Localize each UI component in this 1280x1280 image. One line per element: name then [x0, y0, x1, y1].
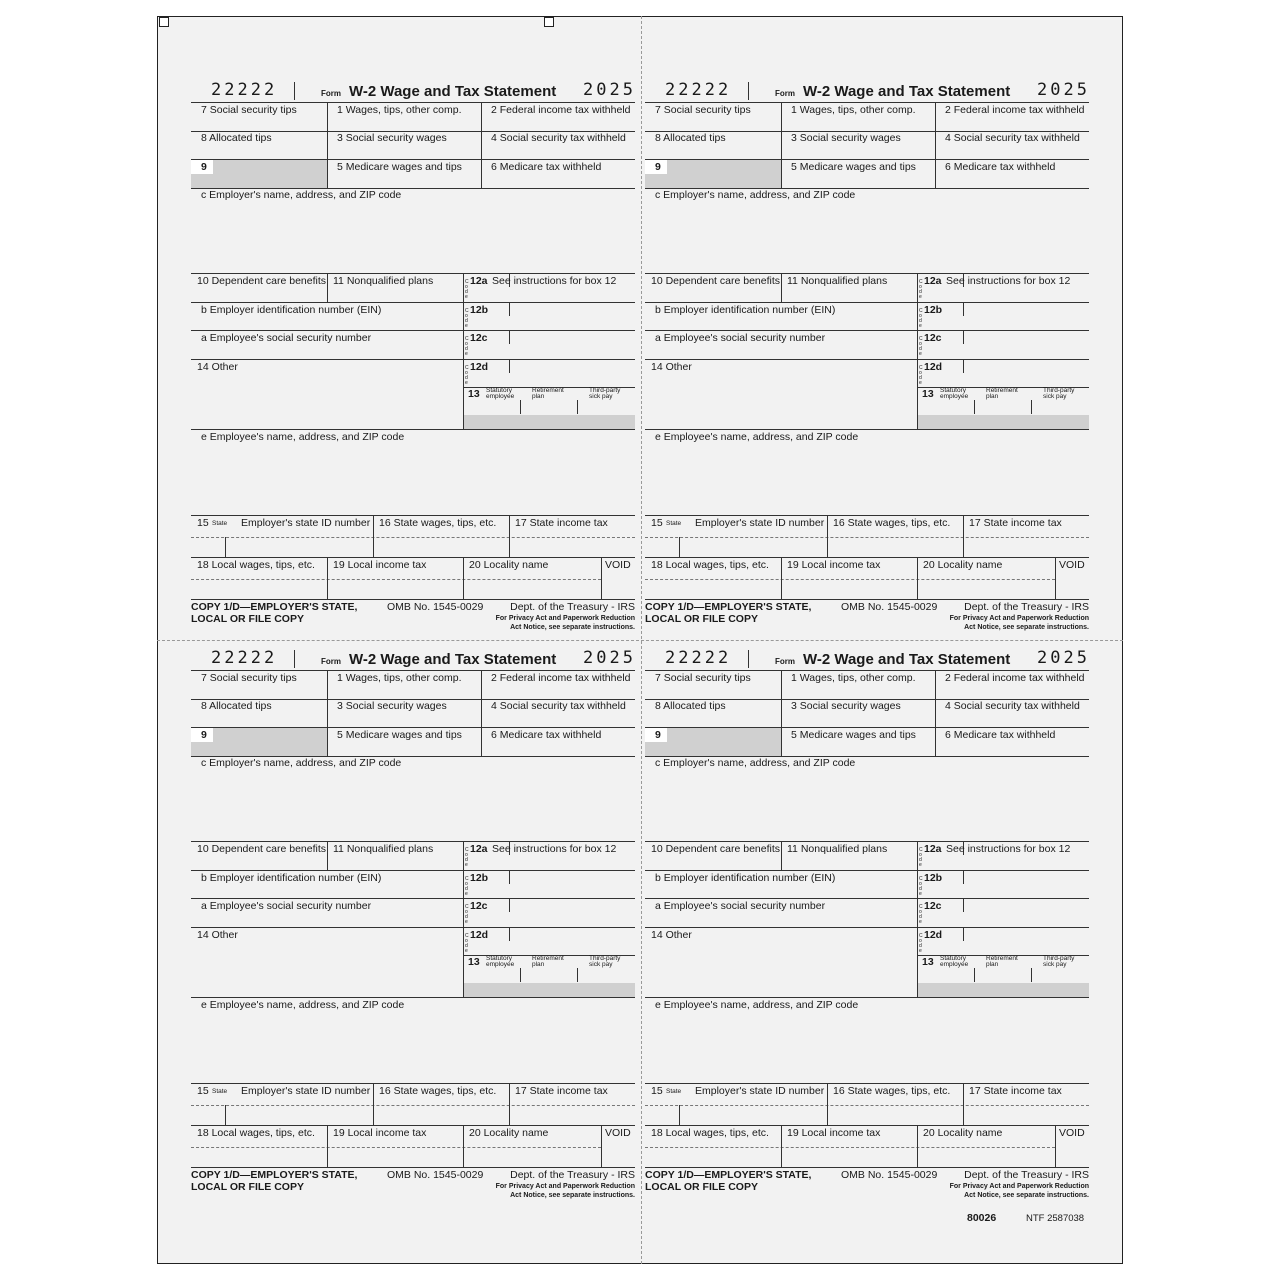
copy-line1: COPY 1/D—EMPLOYER'S STATE, [191, 601, 358, 613]
box12a-note: See instructions for box 12 [946, 843, 1071, 855]
retirement-plan-line2: plan [532, 961, 545, 968]
boxa-label: a Employee's social security number [201, 332, 372, 344]
box20-label: 20 Locality name [469, 1127, 549, 1139]
box3-label: 3 Social security wages [337, 700, 447, 712]
retirement-plan-line1: Retirement [986, 955, 1018, 962]
form-title: W-2 Wage and Tax Statement [349, 83, 557, 100]
w2-form [191, 586, 636, 1199]
tax-year: 2025 [1037, 80, 1090, 100]
box12c-label: 12c [470, 332, 488, 344]
control-number: 22222 [211, 80, 278, 100]
box6-label: 6 Medicare tax withheld [491, 729, 602, 741]
form-label: Form [321, 89, 341, 98]
code-label: Code [465, 876, 469, 897]
box18-label: 18 Local wages, tips, etc. [197, 1127, 315, 1139]
box6-label: 6 Medicare tax withheld [491, 161, 602, 173]
box11-label: 11 Nonqualified plans [333, 275, 434, 287]
box9-label: 9 [201, 161, 207, 173]
box15-label: 15 [197, 1085, 209, 1097]
control-number: 22222 [665, 648, 732, 668]
boxc-label: c Employer's name, address, and ZIP code [201, 757, 402, 769]
privacy-line2: Act Notice, see separate instructions. [964, 624, 1089, 631]
third-party-line1: Third-party [1043, 955, 1075, 962]
control-number: 22222 [665, 80, 732, 100]
box11-label: 11 Nonqualified plans [333, 843, 434, 855]
form-label: Form [321, 657, 341, 666]
box7-label: 7 Social security tips [201, 672, 297, 684]
box1-label: 1 Wages, tips, other comp. [337, 672, 462, 684]
third-party-line2: sick pay [589, 393, 613, 400]
box8-label: 8 Allocated tips [655, 132, 726, 144]
retirement-plan-line2: plan [986, 961, 999, 968]
boxb-label: b Employer identification number (EIN) [201, 304, 382, 316]
box3-label: 3 Social security wages [791, 700, 901, 712]
box7-label: 7 Social security tips [655, 672, 751, 684]
box17-label: 17 State income tax [515, 517, 608, 529]
form-label: Form [775, 89, 795, 98]
box12a-label: 12a [470, 275, 488, 287]
box13-label: 13 [468, 388, 480, 400]
box12a-note: See instructions for box 12 [946, 275, 1071, 287]
box18-label: 18 Local wages, tips, etc. [651, 1127, 769, 1139]
w2-form [645, 586, 1090, 1199]
box19-label: 19 Local income tax [333, 1127, 427, 1139]
box2-label: 2 Federal income tax withheld [945, 104, 1085, 116]
box19-label: 19 Local income tax [333, 559, 427, 571]
control-number: 22222 [211, 648, 278, 668]
retirement-plan-line1: Retirement [532, 387, 564, 394]
box12d-label: 12d [924, 361, 943, 373]
dept-treasury: Dept. of the Treasury - IRS [510, 601, 635, 613]
void-label[interactable]: VOID [1059, 559, 1085, 571]
code-label: Code [465, 365, 469, 386]
box20-label: 20 Locality name [923, 559, 1003, 571]
dept-treasury: Dept. of the Treasury - IRS [964, 601, 1089, 613]
form-label: Form [775, 657, 795, 666]
box18-label: 18 Local wages, tips, etc. [197, 559, 315, 571]
code-label: Code [919, 847, 923, 868]
box15-label: 15 [197, 517, 209, 529]
statutory-employee-line1: Statutory [940, 387, 967, 394]
boxc-label: c Employer's name, address, and ZIP code [655, 757, 856, 769]
box15-id-label: Employer's state ID number [241, 1085, 371, 1097]
box6-label: 6 Medicare tax withheld [945, 729, 1056, 741]
privacy-line1: For Privacy Act and Paperwork Reduction [949, 1183, 1089, 1190]
box6-label: 6 Medicare tax withheld [945, 161, 1056, 173]
privacy-line1: For Privacy Act and Paperwork Reduction [495, 615, 635, 622]
tax-year: 2025 [583, 648, 636, 668]
omb-number: OMB No. 1545-0029 [387, 601, 484, 613]
code-label: Code [919, 904, 923, 925]
form-title: W-2 Wage and Tax Statement [803, 651, 1011, 668]
box13-shade [918, 983, 1089, 997]
box12b-label: 12b [924, 872, 943, 884]
box4-label: 4 Social security tax withheld [945, 700, 1080, 712]
box4-label: 4 Social security tax withheld [945, 132, 1080, 144]
boxa-label: a Employee's social security number [655, 332, 826, 344]
box5-label: 5 Medicare wages and tips [337, 729, 462, 741]
box14-label: 14 Other [197, 929, 238, 941]
box17-label: 17 State income tax [515, 1085, 608, 1097]
statutory-employee-line2: employee [486, 393, 515, 400]
box15-label: 15 [651, 1085, 663, 1097]
boxc-label: c Employer's name, address, and ZIP code [655, 189, 856, 201]
box1-label: 1 Wages, tips, other comp. [337, 104, 462, 116]
statutory-employee-line1: Statutory [940, 955, 967, 962]
box15-id-label: Employer's state ID number [241, 517, 371, 529]
boxa-label: a Employee's social security number [201, 900, 372, 912]
statutory-employee-line2: employee [940, 393, 969, 400]
box15-state-label: State [212, 520, 228, 527]
box15-id-label: Employer's state ID number [695, 1085, 825, 1097]
box11-label: 11 Nonqualified plans [787, 843, 888, 855]
form-title: W-2 Wage and Tax Statement [349, 651, 557, 668]
box15-state-label: State [212, 1088, 228, 1095]
box20-label: 20 Locality name [469, 559, 549, 571]
retirement-plan-line1: Retirement [532, 955, 564, 962]
tax-year: 2025 [583, 80, 636, 100]
box9-label: 9 [655, 161, 661, 173]
box17-label: 17 State income tax [969, 517, 1062, 529]
third-party-line1: Third-party [589, 387, 621, 394]
box5-label: 5 Medicare wages and tips [337, 161, 462, 173]
copy-line2: LOCAL OR FILE COPY [191, 1181, 304, 1193]
third-party-line1: Third-party [1043, 387, 1075, 394]
box12a-label: 12a [470, 843, 488, 855]
box2-label: 2 Federal income tax withheld [491, 672, 631, 684]
box12a-label: 12a [924, 275, 942, 287]
box13-shade [918, 415, 1089, 429]
statutory-employee-line2: employee [940, 961, 969, 968]
boxe-label: e Employee's name, address, and ZIP code [655, 431, 859, 443]
dept-treasury: Dept. of the Treasury - IRS [510, 1169, 635, 1181]
copy-line2: LOCAL OR FILE COPY [191, 613, 304, 625]
box13-label: 13 [468, 956, 480, 968]
retirement-plan-line2: plan [986, 393, 999, 400]
privacy-line2: Act Notice, see separate instructions. [510, 624, 635, 631]
box15-id-label: Employer's state ID number [695, 517, 825, 529]
box12d-label: 12d [470, 361, 489, 373]
box12c-label: 12c [470, 900, 488, 912]
code-label: Code [919, 279, 923, 300]
code-label: Code [465, 933, 469, 954]
box2-label: 2 Federal income tax withheld [491, 104, 631, 116]
code-label: Code [919, 365, 923, 386]
box12d-label: 12d [470, 929, 489, 941]
box14-label: 14 Other [197, 361, 238, 373]
box12c-label: 12c [924, 900, 942, 912]
boxa-label: a Employee's social security number [655, 900, 826, 912]
third-party-line2: sick pay [1043, 393, 1067, 400]
box10-label: 10 Dependent care benefits [651, 843, 781, 855]
box14-label: 14 Other [651, 361, 692, 373]
box13-shade [464, 415, 635, 429]
ntf-number: NTF 2587038 [1026, 1213, 1085, 1224]
boxb-label: b Employer identification number (EIN) [655, 872, 836, 884]
code-label: Code [465, 308, 469, 329]
box8-label: 8 Allocated tips [201, 132, 272, 144]
box11-label: 11 Nonqualified plans [787, 275, 888, 287]
statutory-employee-line2: employee [486, 961, 515, 968]
box10-label: 10 Dependent care benefits [651, 275, 781, 287]
product-code: 80026 [967, 1212, 997, 1224]
code-label: Code [919, 933, 923, 954]
code-label: Code [465, 904, 469, 925]
boxe-label: e Employee's name, address, and ZIP code [201, 999, 405, 1011]
box15-state-label: State [666, 1088, 682, 1095]
box10-label: 10 Dependent care benefits [197, 843, 327, 855]
omb-number: OMB No. 1545-0029 [841, 1169, 938, 1181]
boxc-label: c Employer's name, address, and ZIP code [201, 189, 402, 201]
boxe-label: e Employee's name, address, and ZIP code [201, 431, 405, 443]
box20-label: 20 Locality name [923, 1127, 1003, 1139]
void-label[interactable]: VOID [605, 559, 631, 571]
copy-line2: LOCAL OR FILE COPY [645, 1181, 758, 1193]
omb-number: OMB No. 1545-0029 [841, 601, 938, 613]
box1-label: 1 Wages, tips, other comp. [791, 104, 916, 116]
box12a-label: 12a [924, 843, 942, 855]
box9-label: 9 [655, 729, 661, 741]
boxb-label: b Employer identification number (EIN) [201, 872, 382, 884]
box12c-label: 12c [924, 332, 942, 344]
box15-state-label: State [666, 520, 682, 527]
box1-label: 1 Wages, tips, other comp. [791, 672, 916, 684]
box13-shade [464, 983, 635, 997]
box12a-note: See instructions for box 12 [492, 843, 617, 855]
box10-label: 10 Dependent care benefits [197, 275, 327, 287]
box3-label: 3 Social security wages [337, 132, 447, 144]
box9-label: 9 [201, 729, 207, 741]
box16-label: 16 State wages, tips, etc. [833, 1085, 951, 1097]
void-label[interactable]: VOID [605, 1127, 631, 1139]
code-label: Code [465, 336, 469, 357]
third-party-line1: Third-party [589, 955, 621, 962]
privacy-line2: Act Notice, see separate instructions. [964, 1192, 1089, 1199]
box13-label: 13 [922, 388, 934, 400]
w2-form [645, 18, 1090, 631]
box16-label: 16 State wages, tips, etc. [379, 1085, 497, 1097]
box8-label: 8 Allocated tips [201, 700, 272, 712]
omb-number: OMB No. 1545-0029 [387, 1169, 484, 1181]
third-party-line2: sick pay [1043, 961, 1067, 968]
box12b-label: 12b [924, 304, 943, 316]
copy-line2: LOCAL OR FILE COPY [645, 613, 758, 625]
statutory-employee-line1: Statutory [486, 955, 513, 962]
box13-label: 13 [922, 956, 934, 968]
box7-label: 7 Social security tips [655, 104, 751, 116]
code-label: Code [919, 876, 923, 897]
retirement-plan-line2: plan [532, 393, 545, 400]
privacy-line2: Act Notice, see separate instructions. [510, 1192, 635, 1199]
void-label[interactable]: VOID [1059, 1127, 1085, 1139]
boxb-label: b Employer identification number (EIN) [655, 304, 836, 316]
box18-label: 18 Local wages, tips, etc. [651, 559, 769, 571]
box12a-note: See instructions for box 12 [492, 275, 617, 287]
code-label: Code [919, 308, 923, 329]
dept-treasury: Dept. of the Treasury - IRS [964, 1169, 1089, 1181]
copy-line1: COPY 1/D—EMPLOYER'S STATE, [191, 1169, 358, 1181]
box8-label: 8 Allocated tips [655, 700, 726, 712]
box19-label: 19 Local income tax [787, 559, 881, 571]
code-label: Code [465, 847, 469, 868]
box17-label: 17 State income tax [969, 1085, 1062, 1097]
copy-line1: COPY 1/D—EMPLOYER'S STATE, [645, 1169, 812, 1181]
box3-label: 3 Social security wages [791, 132, 901, 144]
retirement-plan-line1: Retirement [986, 387, 1018, 394]
box4-label: 4 Social security tax withheld [491, 132, 626, 144]
registration-mark [159, 17, 169, 27]
third-party-line2: sick pay [589, 961, 613, 968]
box4-label: 4 Social security tax withheld [491, 700, 626, 712]
box12d-label: 12d [924, 929, 943, 941]
box7-label: 7 Social security tips [201, 104, 297, 116]
box19-label: 19 Local income tax [787, 1127, 881, 1139]
privacy-line1: For Privacy Act and Paperwork Reduction [949, 615, 1089, 622]
privacy-line1: For Privacy Act and Paperwork Reduction [495, 1183, 635, 1190]
statutory-employee-line1: Statutory [486, 387, 513, 394]
box5-label: 5 Medicare wages and tips [791, 729, 916, 741]
box12b-label: 12b [470, 304, 489, 316]
boxe-label: e Employee's name, address, and ZIP code [655, 999, 859, 1011]
box5-label: 5 Medicare wages and tips [791, 161, 916, 173]
box2-label: 2 Federal income tax withheld [945, 672, 1085, 684]
box15-label: 15 [651, 517, 663, 529]
form-title: W-2 Wage and Tax Statement [803, 83, 1011, 100]
w2-form [191, 18, 636, 631]
box16-label: 16 State wages, tips, etc. [379, 517, 497, 529]
box12b-label: 12b [470, 872, 489, 884]
tax-year: 2025 [1037, 648, 1090, 668]
code-label: Code [465, 279, 469, 300]
code-label: Code [919, 336, 923, 357]
box16-label: 16 State wages, tips, etc. [833, 517, 951, 529]
box14-label: 14 Other [651, 929, 692, 941]
copy-line1: COPY 1/D—EMPLOYER'S STATE, [645, 601, 812, 613]
